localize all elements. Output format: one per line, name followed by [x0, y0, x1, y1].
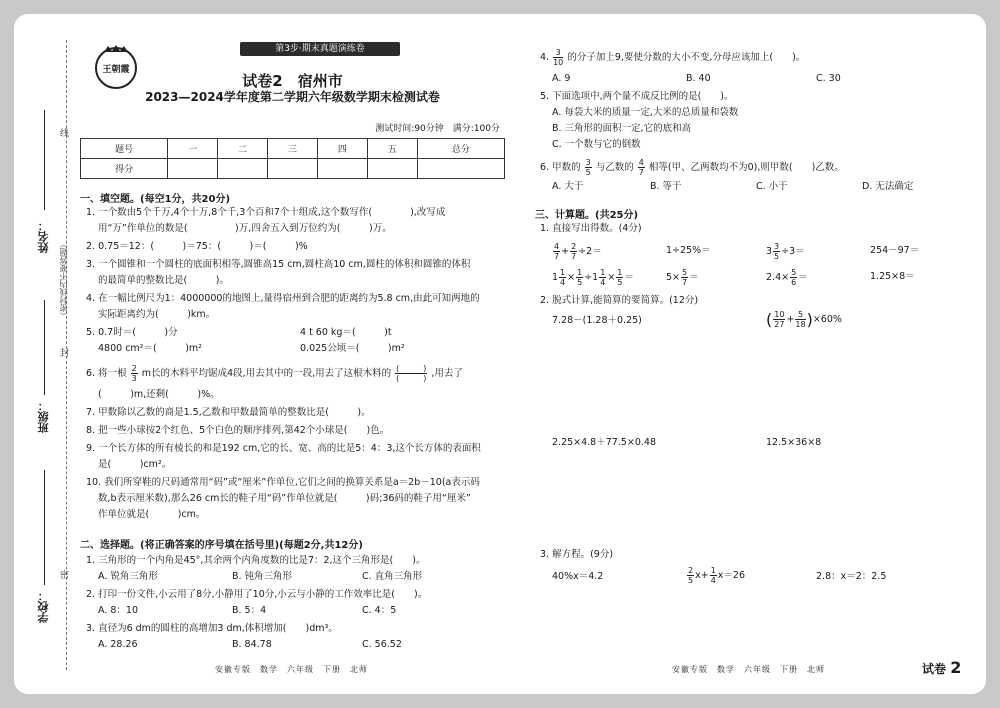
score-cell[interactable]: [317, 159, 367, 179]
q10-line1: 10. 我们所穿鞋的尺码通常用“码”或“厘米”作单位,它们之间的换算关系是a＝2b－10(a表示码: [86, 477, 480, 488]
q5-item4: 0.025公顷＝( )m²: [300, 343, 405, 354]
score-cell[interactable]: [168, 159, 218, 179]
score-header-cell: 二: [218, 139, 268, 159]
seal-mark-2: 封: [60, 349, 70, 359]
q6-post: m长的木料平均锯成4段,用去其中的一段,用去了这根木料的: [141, 368, 392, 379]
equation-1: 40%x＝4.2: [552, 571, 604, 582]
section3-title: 三、计算题。(共25分): [535, 210, 639, 221]
score-header-cell: 总分: [417, 139, 504, 159]
q6-line2: ( )m,还剩( )%。: [98, 389, 220, 400]
s2-q6-pre: 6. 甲数的: [540, 162, 581, 173]
s2-q6-option-d[interactable]: D. 无法确定: [862, 181, 914, 192]
s3-part2-title: 2. 脱式计算,能简算的要简算。(12分): [540, 295, 699, 306]
name-label: 姓名：: [37, 220, 50, 253]
q2-line: 2. 0.75＝12：( )＝75：( )＝( )%: [86, 241, 308, 252]
q8-line: 8. 把一些小球按2个红色、5个白色的顺序排列,第42个小球是( )色。: [86, 425, 390, 436]
calc-item-7-text: 2.4×: [766, 272, 790, 283]
q6-pre: 6. 将一根: [86, 368, 127, 379]
score-row: [81, 159, 505, 179]
calc-item-1: $\frac{4}{7}$ + $\frac{2}{7}$ ÷2＝: [554, 242, 602, 261]
score-header-cell: 一: [168, 139, 218, 159]
score-header-cell: 题号: [81, 139, 168, 159]
section1-title: 一、填空题。(每空1分，共20分): [80, 194, 231, 205]
equation-3: 2.8：x＝2：2.5: [816, 571, 887, 582]
q7-line: 7. 甲数除以乙数的商是1.5,乙数和甲数最简单的整数比是( )。: [86, 407, 371, 418]
q3-line2: 的最简单的整数比是( )。: [98, 275, 229, 286]
s2-q5: 5. 下面选项中,两个量不成反比例的是( )。: [540, 91, 734, 102]
calc-item-5: 1 $\frac{1}{4}$ × $\frac{1}{5}$ ÷1 $\frac{1}{4}$ × $\frac{1}{5}$ ＝: [552, 268, 634, 287]
score-header-cell: 四: [317, 139, 367, 159]
s2-q6-post: 相等(甲、乙两数均不为0),则甲数( )乙数。: [648, 162, 844, 173]
s2-q3-option-a[interactable]: A. 28.26: [98, 639, 138, 650]
s2-q1-option-a[interactable]: A. 锐角三角形: [98, 571, 158, 582]
page-number: [922, 658, 961, 677]
calc-item-6: 5× $\frac{5}{7}$ ＝: [666, 268, 699, 287]
s2-q6-option-b[interactable]: B. 等于: [650, 181, 682, 192]
equation-2-text: x＝26: [717, 570, 745, 581]
s2-q6-option-c[interactable]: C. 小于: [756, 181, 788, 192]
class-blank: [44, 300, 45, 395]
q9-line1: 9. 一个长方体的所有棱长的和是192 cm,它的长、宽、高的比是5：4：3,这个长方体的表面积: [86, 443, 481, 454]
calc-item-1-text: ÷2＝: [578, 246, 602, 257]
calc-item-3: 3 $\frac{3}{5}$ ÷3＝: [766, 242, 805, 261]
footer-right: 安徽专版 数学 六年级 下册 北师: [672, 665, 825, 674]
score-header-cell: 五: [367, 139, 417, 159]
s2-q1: 1. 三角形的一个内角是45°,其余两个内角度数的比是7：2,这个三角形是( )。: [86, 555, 426, 566]
school-blank: [44, 470, 45, 585]
q5-item2: 4 t 60 kg＝( )t: [300, 327, 392, 338]
q6-end: ,用去了: [431, 368, 463, 379]
simplify-item-2-text: ×60%: [812, 314, 842, 325]
q3-line1: 3. 一个圆锥和一个圆柱的底面积相等,圆锥高15 cm,圆柱高10 cm,圆柱的体积和圆锥的体积: [86, 259, 471, 270]
s2-q5-option-c[interactable]: C. 一个数与它的倒数: [552, 139, 641, 150]
s2-q4-den: 10: [553, 58, 564, 67]
calc-item-3-text: ÷3＝: [781, 246, 805, 257]
svg-text:王朝霞: 王朝霞: [102, 65, 130, 75]
score-cell[interactable]: [218, 159, 268, 179]
equation-2: $\frac{2}{5}$ x+ $\frac{1}{4}$ x＝26: [688, 566, 745, 585]
s2-q4-num: 3: [553, 48, 563, 58]
s2-q1-option-b[interactable]: B. 钝角三角形: [232, 571, 293, 582]
s2-q5-option-a[interactable]: A. 每袋大米的质量一定,大米的总质量和袋数: [552, 107, 739, 118]
calc-item-7: 2.4× $\frac{5}{6}$ ＝: [766, 268, 808, 287]
simplify-item-3: 2.25×4.8＋77.5×0.48: [552, 437, 656, 448]
simplify-item-1: 7.28－(1.28＋0.25): [552, 315, 642, 326]
s2-q6-fraction2: [638, 158, 645, 177]
section2-title: 二、选择题。(将正确答案的序号填在括号里)(每题2分,共12分): [80, 540, 363, 551]
q1-line2: 用“万”作单位的数是( )万,四舍五入到万位约为( )万。: [98, 223, 392, 234]
s2-q6-fraction1: [585, 158, 592, 177]
s2-q3: 3. 直径为6 dm的圆柱的高增加3 dm,体积增加( )dm³。: [86, 623, 338, 634]
q5-item1: 5. 0.7时＝( )分: [86, 327, 178, 338]
s2-q6: [540, 158, 844, 177]
q10-line2: 数,b表示厘米数),那么26 cm长的鞋子用“码”作单位就是( )码;36码的鞋子用“厘米”: [98, 493, 471, 504]
s2-q2-option-a[interactable]: A. 8：10: [98, 605, 139, 616]
calc-item-2: 1÷25%＝: [666, 245, 711, 256]
no-answer-notice: （密封线内不要答题）: [59, 240, 68, 320]
seal-mark-1: 线: [60, 129, 70, 139]
q6-line1: [86, 364, 463, 383]
q9-line2: 是( )cm²。: [98, 459, 172, 470]
q6-answer-fraction[interactable]: $\frac{( )}{( )}$: [396, 364, 427, 383]
name-blank: [44, 110, 45, 210]
page-label: 试卷: [922, 662, 947, 676]
calc-item-4: 254－97＝: [870, 245, 920, 256]
score-cell[interactable]: [268, 159, 318, 179]
s2-q6-n2: 4: [638, 158, 644, 167]
q6-frac-den: 3: [131, 374, 137, 383]
footer-left: 安徽专版 数学 六年级 下册 北师: [215, 665, 368, 674]
s2-q5-option-b[interactable]: B. 三角形的面积一定,它的底和高: [552, 123, 692, 134]
q6-frac-num: 2: [131, 364, 137, 373]
step-banner: 第3步·期末真题演练卷: [240, 42, 400, 56]
s2-q6-d1: 5: [585, 168, 591, 177]
page-no: 2: [950, 658, 962, 677]
simplify-item-2: ( $\frac{10}{27}$ + $\frac{5}{18}$ )×60%: [766, 309, 842, 329]
score-row-label: 得分: [81, 159, 168, 179]
score-table: [80, 138, 505, 179]
paper-title: 试卷2 宿州市: [242, 72, 343, 90]
s2-q4-post: 的分子加上9,要使分数的大小不变,分母应该加上( )。: [567, 52, 806, 63]
s3-part1-title: 1. 直接写出得数。(4分): [540, 223, 642, 234]
s2-q2: 2. 打印一份文件,小云用了8分,小静用了10分,小云与小静的工作效率比是( )。: [86, 589, 428, 600]
q4-line1: 4. 在一幅比例尺为1：4000000的地图上,量得宿州到合肥的距离约为5.8 cm,由此可知两地的: [86, 293, 480, 304]
q4-line2: 实际距离约为( )km。: [98, 309, 216, 320]
s2-q6-d2: 7: [638, 168, 644, 177]
s2-q6-n1: 3: [585, 158, 591, 167]
calc-item-8: 1.25×8＝: [870, 271, 915, 282]
q10-line3: 作单位就是( )cm。: [98, 509, 206, 520]
s2-q4-option-c[interactable]: C. 30: [816, 73, 841, 84]
s3-part3-title: 3. 解方程。(9分): [540, 549, 614, 560]
simplify-item-4: 12.5×36×8: [766, 437, 822, 448]
s2-q2-option-c[interactable]: C. 4：5: [362, 605, 397, 616]
q1-line1: 1. 一个数由5个千万,4个十万,8个千,3个百和7个十组成,这个数写作( ),改写成: [86, 207, 446, 218]
s2-q4-option-a[interactable]: A. 9: [552, 73, 571, 84]
calc-item-6-text: 5×: [666, 272, 681, 283]
s2-q6-mid: 与乙数的: [595, 162, 634, 173]
q6-fraction: [131, 364, 138, 383]
class-label: 班级：: [37, 400, 50, 433]
score-cell[interactable]: [367, 159, 417, 179]
exam-info: 测试时间:90分钟 满分:100分: [375, 124, 500, 134]
s2-q3-option-c[interactable]: C. 56.52: [362, 639, 402, 650]
s2-q4-option-b[interactable]: B. 40: [686, 73, 711, 84]
paper-subtitle: 2023—2024学年度第二学期六年级数学期末检测试卷: [145, 90, 440, 104]
q5-item3: 4800 cm²＝( )m²: [98, 343, 202, 354]
seal-mark-3: 密: [60, 571, 70, 581]
s2-q3-option-b[interactable]: B. 84.78: [232, 639, 272, 650]
s2-q4-fraction: [553, 48, 563, 67]
s2-q4: [540, 48, 805, 67]
s2-q4-pre: 4.: [540, 52, 553, 63]
s2-q6-option-a[interactable]: A. 大于: [552, 181, 584, 192]
score-header-cell: 三: [268, 139, 318, 159]
school-label: 学校：: [37, 590, 50, 623]
s2-q2-option-b[interactable]: B. 5：4: [232, 605, 267, 616]
s2-q1-option-c[interactable]: C. 直角三角形: [362, 571, 423, 582]
score-cell[interactable]: [417, 159, 504, 179]
score-header-row: [81, 139, 505, 159]
